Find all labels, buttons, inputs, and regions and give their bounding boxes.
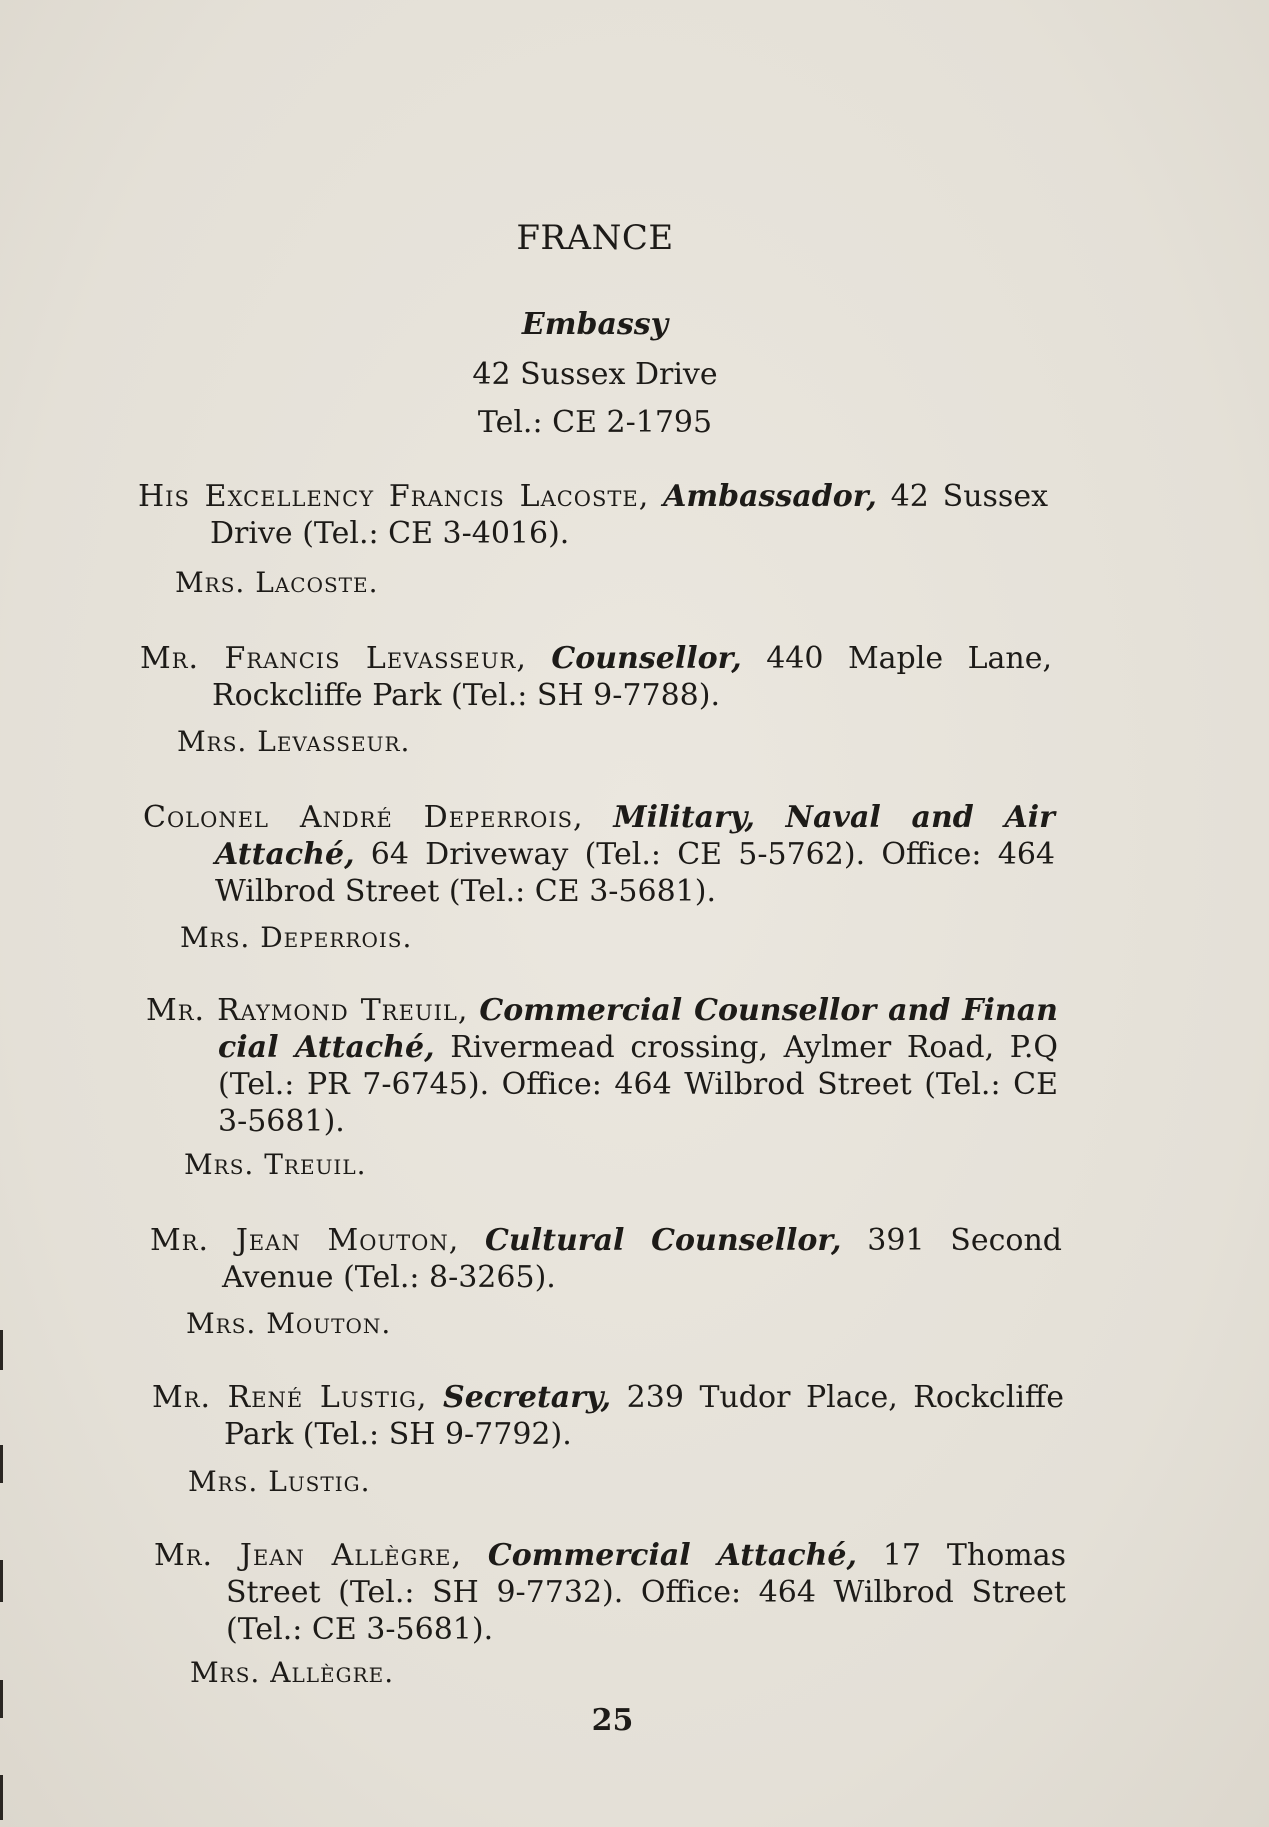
diplomat-name: His Excellency Francis Lacoste, (138, 479, 650, 514)
embassy-telephone: Tel.: CE 2-1795 (477, 405, 713, 440)
section-subheading: Embassy (521, 307, 669, 342)
diplomat-details: 239 Tudor Place, Rockcliffe Park (Tel.: SH 9-7792). (224, 1380, 1064, 1452)
diplomat-entry (138, 478, 1048, 552)
diplomat-title: Secretary, (443, 1380, 612, 1415)
diplomat-title: Commercial Counsellor and Finan cial Attaché, (218, 993, 1058, 1065)
diplomat-title: Counsellor, (551, 641, 742, 676)
spouse-name: Mrs. Levasseur. (177, 725, 411, 758)
diplomat-name: Mr. Francis Levasseur, (140, 641, 527, 676)
diplomat-entry (150, 1222, 1062, 1296)
diplomat-title: Military, Naval and Air Attaché, (215, 800, 1055, 872)
diplomat-name: Mr. René Lustig, (152, 1380, 428, 1415)
embassy-address: 42 Sussex Drive (472, 357, 718, 392)
diplomat-entry (152, 1379, 1064, 1453)
diplomat-details: 440 Maple Lane, Rockcliffe Park (Tel.: SH 9-7788). (212, 641, 1052, 713)
diplomat-entry (140, 640, 1052, 714)
diplomat-name: Mr. Jean Allègre, (154, 1538, 463, 1573)
spouse-name: Mrs. Mouton. (186, 1307, 392, 1340)
diplomat-title: Commercial Attaché, (487, 1538, 857, 1573)
diplomat-name: Colonel André Deperrois, (143, 800, 584, 835)
diplomat-title: Ambassador, (663, 479, 877, 514)
diplomat-details: Rivermead crossing, Aylmer Road, P.Q (Tel.: PR 7-6745). Office: 464 Wilbrod Street (Tel.: CE 3-5681). (218, 1030, 1058, 1139)
spouse-name: Mrs. Allègre. (190, 1656, 395, 1689)
spouse-name: Mrs. Deperrois. (180, 921, 413, 954)
diplomat-entry (154, 1537, 1066, 1648)
diplomat-details: 64 Driveway (Tel.: CE 5-5762). Office: 464 Wilbrod Street (Tel.: CE 3-5681). (215, 837, 1055, 909)
diplomat-entry (143, 799, 1055, 910)
spouse-name: Mrs. Lustig. (188, 1465, 371, 1498)
page-number: 25 (591, 1703, 634, 1738)
diplomat-name: Mr. Raymond Treuil, (146, 993, 469, 1028)
diplomat-name: Mr. Jean Mouton, (150, 1223, 460, 1258)
diplomat-details: 17 Thomas Street (Tel.: SH 9-7732). Office: 464 Wilbrod Street (Tel.: CE 3-5681). (226, 1538, 1066, 1647)
diplomat-details: 42 Sussex Drive (Tel.: CE 3-4016). (210, 479, 1048, 551)
spouse-name: Mrs. Treuil. (184, 1148, 367, 1181)
spouse-name: Mrs. Lacoste. (175, 566, 379, 599)
diplomat-details: 391 Second Avenue (Tel.: 8-3265). (222, 1223, 1062, 1295)
diplomat-entry (146, 992, 1058, 1140)
diplomat-title: Cultural Counsellor, (485, 1223, 842, 1258)
country-heading: FRANCE (516, 218, 674, 258)
binding-edge (0, 1330, 4, 1820)
